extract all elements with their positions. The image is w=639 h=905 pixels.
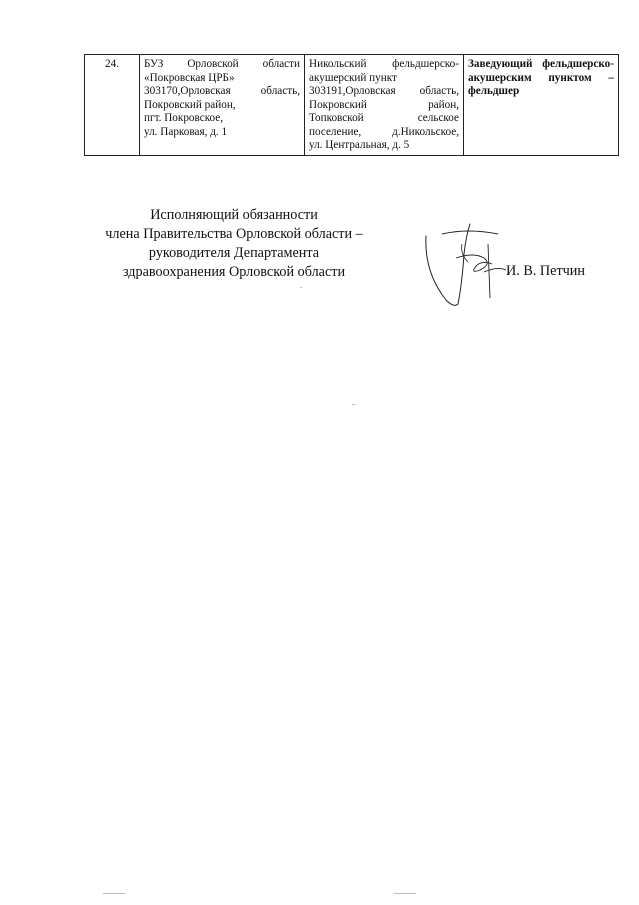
position-line: Заведующий фельдшерско- xyxy=(468,58,614,70)
position-line: фельдшер xyxy=(468,85,520,97)
position-line: акушерским пунктом – xyxy=(468,71,614,84)
unit-line: поселение, д.Никольское, xyxy=(309,125,459,138)
organization-line: пгт. Покровское, xyxy=(144,112,224,124)
organization-line: ул. Парковая, д. 1 xyxy=(144,125,228,138)
scan-speck xyxy=(300,287,302,288)
organization-cell xyxy=(140,55,305,156)
table-row xyxy=(85,55,619,156)
unit-line: ул. Центральная, д. 5 xyxy=(309,139,410,151)
unit-line: 303191,Орловская область, xyxy=(309,85,459,97)
signatory-title-line: Исполняющий обязанности xyxy=(150,207,318,223)
organization-line: БУЗ Орловской области xyxy=(144,58,300,70)
signatory-title xyxy=(84,206,384,282)
organization-line: «Покровская ЦРБ» xyxy=(144,71,235,84)
signatory-title-line: члена Правительства Орловской области – xyxy=(105,226,363,242)
unit-line: Никольский фельдшерско- xyxy=(309,58,459,70)
scan-speck xyxy=(394,893,416,894)
scan-speck xyxy=(103,893,125,894)
row-number: 24. xyxy=(85,55,140,156)
handwritten-signature xyxy=(418,214,518,310)
unit-line: Топковской сельское xyxy=(309,112,459,124)
signer-name: И. В. Петчин xyxy=(506,263,585,279)
organization-line: Покровский район, xyxy=(144,98,236,111)
signatory-title-line: руководителя Департамента xyxy=(148,245,320,261)
signatory-title-line: здравоохранения Орловской области xyxy=(122,264,346,280)
scan-speck xyxy=(352,404,355,405)
registry-table xyxy=(84,54,619,156)
unit-cell xyxy=(305,55,464,156)
organization-line: 303170,Орловская область, xyxy=(144,85,300,97)
unit-line: акушерский пункт xyxy=(309,71,397,84)
position-cell xyxy=(464,55,619,156)
unit-line: Покровский район, xyxy=(309,98,459,111)
